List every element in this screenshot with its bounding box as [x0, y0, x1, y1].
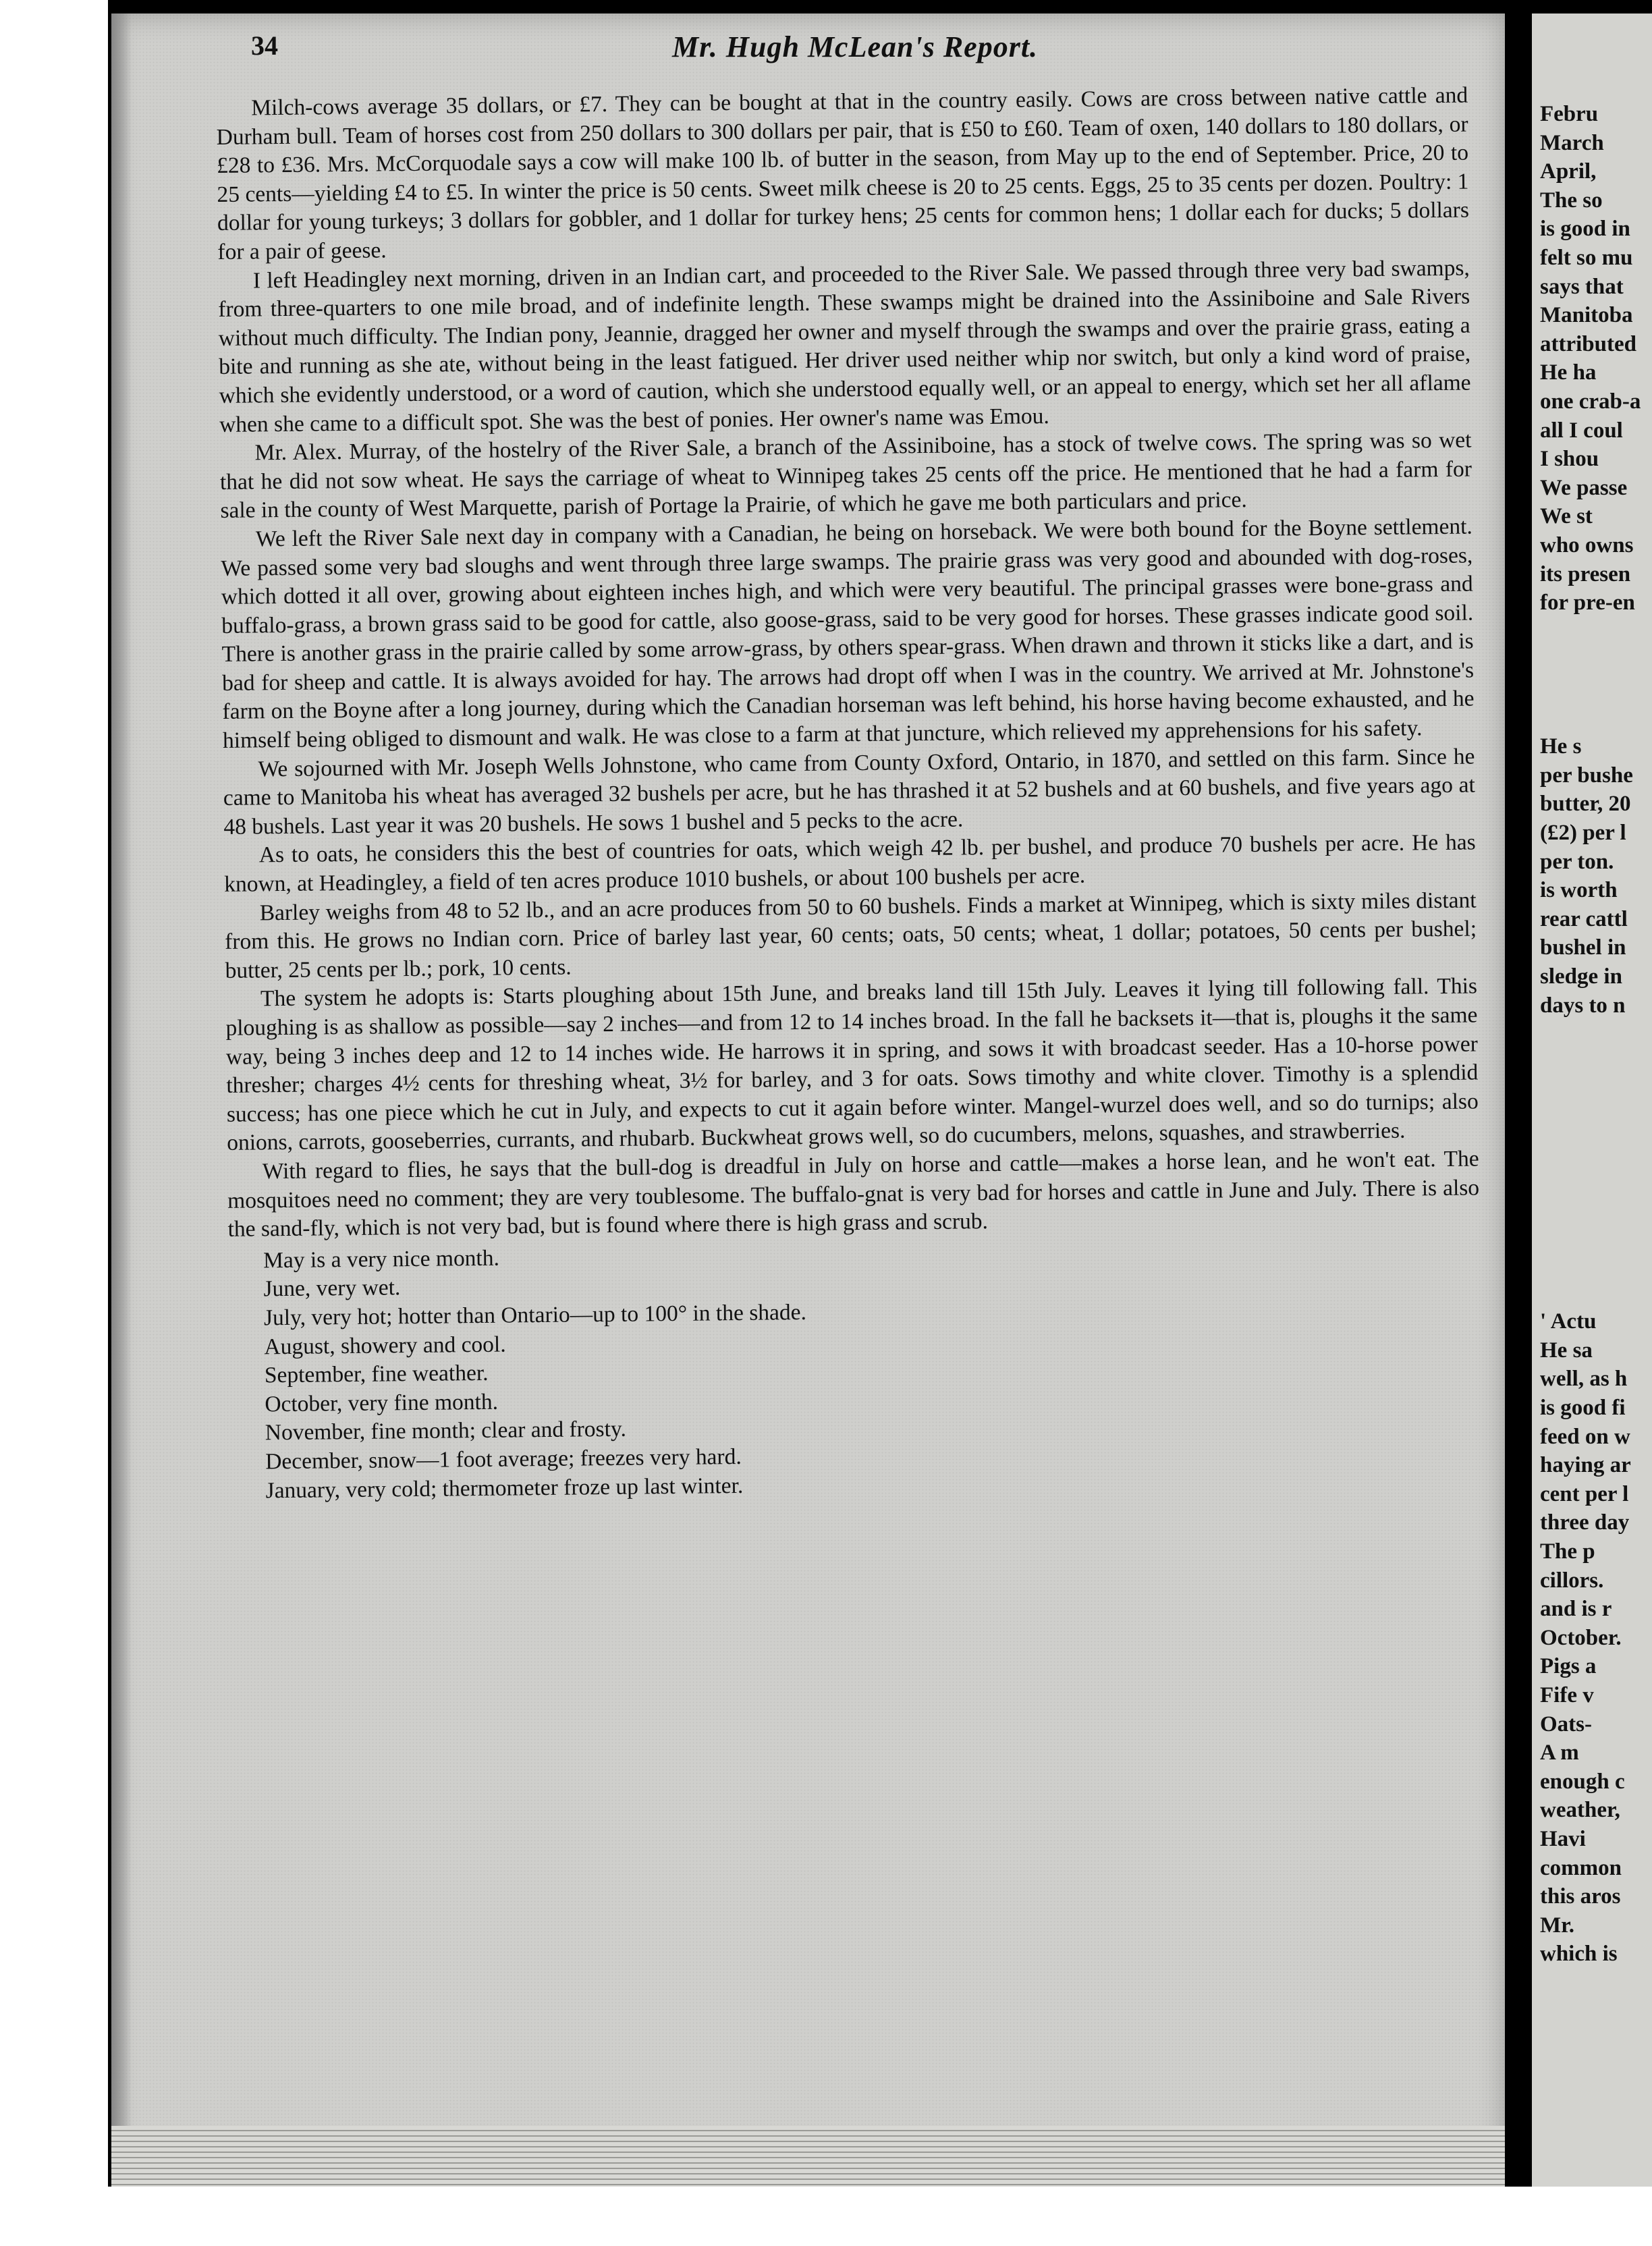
- facing-page-fragment: butter, 20: [1540, 792, 1631, 817]
- facing-page-fragment: rear cattl: [1540, 906, 1628, 931]
- scan-left-margin: [0, 0, 108, 2246]
- facing-page-fragment: April,: [1540, 159, 1597, 184]
- page-stack-edge: [111, 2126, 1508, 2187]
- paragraph: As to oats, he considers this the best of countries for oats, which weigh 42 lb. per bushel, and produce 70 bushels per acre. He has known, at Headingley, a field of ten acres produce 1010 bushels, or about 100 bushels per acre.: [224, 829, 1476, 897]
- facing-page-fragment: who owns: [1540, 533, 1634, 557]
- facing-page-fragment: for pre-en: [1540, 591, 1635, 615]
- facing-page-fragment: He sa: [1540, 1338, 1593, 1363]
- month-line: June, very wet.: [263, 1275, 401, 1302]
- facing-page-fragment: per bushe: [1540, 763, 1633, 788]
- page-spine-shadow: [111, 13, 132, 2187]
- paragraph: We sojourned with Mr. Joseph Wells Johnstone, who came from County Oxford, Ontario, in 1870, and settled on this farm. Since he came to Manitoba his wheat has averaged 32 bushels per acre, but he has thrashed it at 52 bushels and at 60 bushels, and five years ago at 48 bushels. Last year it was 20 bushels. He sows 1 bushel and 5 pecks to the acre.: [223, 744, 1476, 840]
- facing-page-fragment: Mr.: [1540, 1913, 1575, 1938]
- facing-page-edge: [1532, 13, 1652, 2187]
- month-line: December, snow—1 foot average; freezes very hard.: [265, 1444, 742, 1475]
- facing-page-fragment: this aros: [1540, 1884, 1621, 1909]
- facing-page-fragment: is good fi: [1540, 1396, 1626, 1420]
- month-line: July, very hot; hotter than Ontario—up to 100° in the shade.: [263, 1299, 807, 1331]
- facing-page-fragment: attributed: [1540, 331, 1636, 356]
- facing-page-fragment: cent per l: [1540, 1481, 1629, 1506]
- facing-page-fragment: Oats-: [1540, 1711, 1592, 1736]
- facing-page-fragment: felt so mu: [1540, 246, 1633, 270]
- paragraph: With regard to flies, he says that the bull-dog is dreadful in July on horse and cattle—makes a horse lean, and he won't eat. The mosquitoes need no comment; they are very toublesome. The buffalo-gnat is very bad for horses and cattle in June and July. There is also the sand-fly, which is not very bad, but is found where there is high grass and scrub.: [227, 1146, 1480, 1242]
- facing-page-fragment: all I coul: [1540, 418, 1623, 443]
- month-line: January, very cold; thermometer froze up last winter.: [265, 1473, 744, 1503]
- facing-page-fragment: haying ar: [1540, 1453, 1631, 1478]
- facing-page-fragment: A m: [1540, 1741, 1579, 1765]
- facing-page-fragment: which is: [1540, 1942, 1618, 1967]
- facing-page-fragment: Fife v: [1540, 1683, 1594, 1707]
- facing-page-fragment: one crab-a: [1540, 389, 1641, 414]
- running-head: [251, 30, 1459, 77]
- month-line: October, very fine month.: [265, 1389, 499, 1417]
- facing-page-fragment: cillors.: [1540, 1568, 1604, 1593]
- facing-page-fragment: common: [1540, 1855, 1622, 1880]
- paragraph: We left the River Sale next day in company with a Canadian, he being on horseback. We were both bound for the Boyne settlement. We passed some very bad sloughs and went through three large swamps. The prairie grass was very good and abounded with dog-roses, which dotted it all over, growing about eighteen inches high, and which were very beautiful. The principal grasses were bone-grass and buffalo-grass, a brown grass said to be good for cattle, also goose-grass, said to be very good for horses. These grasses indicate good soil. There is another grass in the prairie called by some arrow-grass, by others spear-grass. When drawn and thrown it sticks like a dart, and is bad for sheep and cattle. It is always avoided for hay. The arrows had dropt off when I was in the country. We arrived at Mr. Johnstone's farm on the Boyne after a long journey, during which the Canadian horseman was left behind, his horse having become exhausted, and he himself being obliged to dismount and walk. He was close to a farm at that juncture, which relieved my apprehensions for his safety.: [221, 514, 1475, 754]
- facing-page-fragment: is good in: [1540, 217, 1630, 242]
- facing-page-fragment: is worth: [1540, 878, 1618, 903]
- paragraph: Barley weighs from 48 to 52 lb., and an acre produces from 50 to 60 bushels. Finds a market at Winnipeg, which is sixty miles distant from this. He grows no Indian corn. Price of barley last year, 60 cents; oats, 50 cents; wheat, 1 dollar; potatoes, 50 cents per bushel; butter, 25 cents per lb.; pork, 10 cents.: [224, 887, 1477, 983]
- facing-page-fragment: and is r: [1540, 1597, 1612, 1622]
- facing-page-fragment: The p: [1540, 1539, 1595, 1564]
- facing-page-fragment: (£2) per l: [1540, 821, 1626, 845]
- month-line: November, fine month; clear and frosty.: [265, 1417, 627, 1446]
- facing-page-fragment: Manitoba: [1540, 303, 1633, 328]
- page-gutter: [1505, 0, 1532, 2187]
- facing-page-fragment: weather,: [1540, 1798, 1620, 1823]
- facing-page-fragment: I shou: [1540, 447, 1599, 472]
- facing-page-fragment: well, as h: [1540, 1367, 1628, 1392]
- facing-page-fragment: enough c: [1540, 1769, 1625, 1794]
- facing-page-fragment: bushel in: [1540, 935, 1626, 960]
- facing-page-fragment: We st: [1540, 504, 1593, 529]
- facing-page-fragment: sledge in: [1540, 964, 1622, 989]
- facing-page-fragment: feed on w: [1540, 1424, 1630, 1449]
- facing-page-fragment: He s: [1540, 734, 1582, 759]
- facing-page-fragment: says that: [1540, 274, 1624, 299]
- month-line: August, showery and cool.: [264, 1332, 506, 1359]
- facing-page-fragment: October.: [1540, 1625, 1622, 1650]
- facing-page-fragment: Havi: [1540, 1827, 1586, 1851]
- facing-page-fragment: Febru: [1540, 102, 1599, 126]
- facing-page-fragment: March: [1540, 130, 1604, 155]
- paragraph: Mr. Alex. Murray, of the hostelry of the River Sale, a branch of the Assiniboine, has a stock of twelve cows. The spring was so wet that he did not sow wheat. He says the carriage of wheat to Winnipeg takes 25 cents off the price. He mentioned that he had a farm for sale in the county of West Marquette, parish of Portage la Prairie, of which he gave me both particulars and price.: [219, 427, 1472, 524]
- paragraph: The system he adopts is: Starts ploughing about 15th June, and breaks land till 15th July. Leaves it lying till following fall. This ploughing is as shallow as possible—say 2 inches—and from 12 to 14 inches broad. In the fall he backsets it—that is, ploughs it the same way, being 3 inches deep and 12 to 14 inches wide. He harrows it in spring, and sows it with broadcast seeder. Has a 10-horse power thresher; charges 4½ cents for threshing wheat, 3½ for barley, and 3 for oats. Sows timothy and white clover. Timothy is a splendid success; has one piece which he cut in July, and expects to cut it again before winter. Mangel-wurzel does well, and so do turnips; also onions, carrots, gooseberries, currants, and rhubarb. Buckwheat grows well, so do cucumbers, melons, squashes, and strawberries.: [225, 973, 1479, 1156]
- facing-page-fragment: Pigs a: [1540, 1654, 1597, 1679]
- facing-page-fragment: three day: [1540, 1510, 1630, 1535]
- scan-bottom-margin: [0, 2187, 1652, 2246]
- facing-page-fragment: its presen: [1540, 562, 1631, 586]
- paragraph: Milch-cows average 35 dollars, or £7. They can be bought at that in the country easily. Cows are cross between native cattle and Durham bull. Team of horses cost from 250 dollars to 300 dollars per pair, that is £50 to £60. Team of oxen, 140 dollars to 180 dollars, or £28 to £36. Mrs. McCorquodale says a cow will make 100 lb. of butter in the season, from May up to the end of September. Price, 20 to 25 cents—yielding £4 to £5. In winter the price is 50 cents. Sweet milk cheese is 20 to 25 cents. Eggs, 25 to 35 cents per dozen. Poultry: 1 dollar for young turkeys; 3 dollars for gobbler, and 1 dollar for turkey hens; 25 cents for common hens; 1 dollar each for ducks; 5 dollars for a pair of geese.: [216, 82, 1470, 265]
- weather-by-month-list: [228, 1234, 1483, 1506]
- page-number: 34: [251, 30, 278, 61]
- facing-page-fragment: ' Actu: [1540, 1309, 1597, 1334]
- page-title: Mr. Hugh McLean's Report.: [671, 30, 1039, 63]
- facing-page-fragment: We passe: [1540, 475, 1628, 500]
- facing-page-fragment: days to n: [1540, 993, 1626, 1018]
- month-line: September, fine weather.: [264, 1361, 489, 1388]
- facing-page-fragment: The so: [1540, 188, 1603, 213]
- report-body: [216, 82, 1483, 1506]
- month-line: May is a very nice month.: [263, 1245, 500, 1273]
- paragraph: I left Headingley next morning, driven in an Indian cart, and proceeded to the River Sale. We passed through three very bad swamps, from three-quarters to one mile broad, and of indefinite length. These swamps might be drained into the Assiniboine and Sale Rivers without much difficulty. The Indian pony, Jeannie, dragged her owner and myself through the swamps and over the prairie grass, eating a bite and running as she ate, without being in the least fatigued. Her driver used neither whip nor switch, but only a kind word of praise, which she evidently understood, or a word of caution, which she understood equally well, or an appeal to energy, which set her all aflame when she came to a difficult spot. She was the best of ponies. Her owner's name was Emou.: [218, 255, 1471, 437]
- facing-page-fragment: He ha: [1540, 360, 1597, 385]
- facing-page-fragment: per ton.: [1540, 849, 1614, 874]
